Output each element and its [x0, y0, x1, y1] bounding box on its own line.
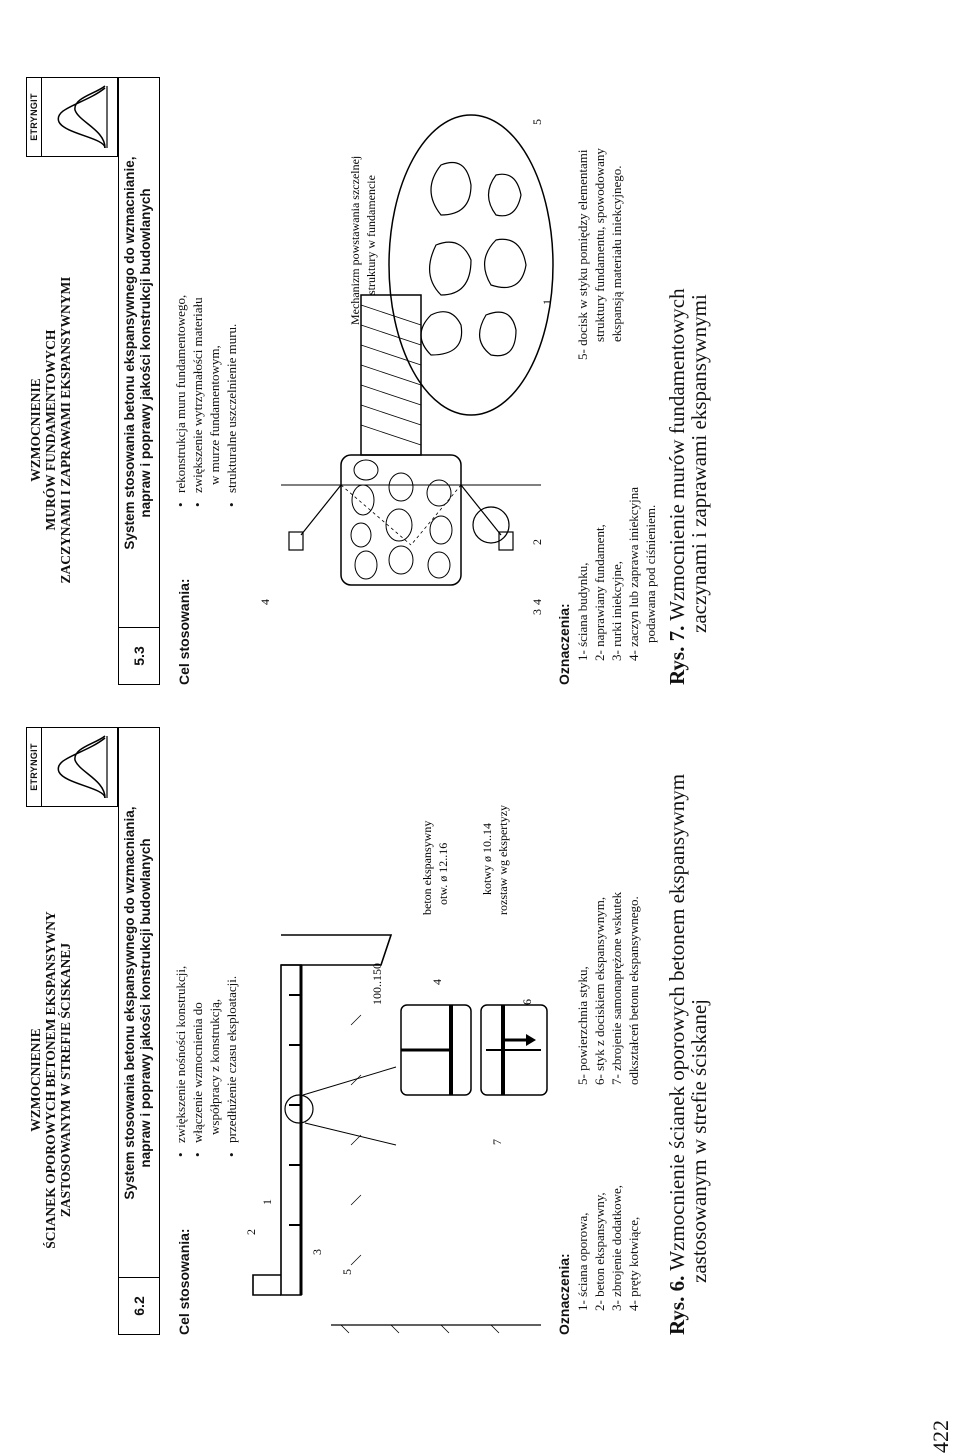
figure-caption-left	[666, 725, 710, 1335]
brand-label: ETRYNGIT	[28, 728, 42, 806]
caption-line: Wzmocnienie murów fundamentowych	[665, 288, 689, 621]
legend-item: podawana pod ciśnieniem.	[643, 504, 658, 643]
dim-label: 100..150	[370, 963, 384, 1005]
section-title-line: napraw i poprawy jakości konstrukcji budowlanych	[138, 188, 153, 518]
legend-item: 5- powierzchnia styku,	[575, 966, 590, 1085]
legend-label: Oznaczenia:	[556, 603, 572, 685]
caption-line: zastosowanym w strefie ściskanej	[687, 998, 711, 1283]
page-number: 422	[928, 1420, 953, 1453]
title-line: WZMOCNIENIE	[28, 1028, 43, 1132]
header-right	[26, 77, 118, 685]
legend-item: struktury fundamentu, spowodowany	[592, 148, 607, 342]
bullet-icon: •	[224, 502, 239, 507]
title-line: MURÓW FUNDAMENTOWYCH	[43, 329, 58, 531]
bullet-icon: •	[173, 502, 188, 507]
legend-col-1	[574, 487, 659, 661]
marker-6: 6	[520, 999, 534, 1005]
brand-label: ETRYNGIT	[28, 78, 42, 156]
legend-item: 1- ściana budynku,	[575, 562, 590, 661]
bullet-icon: •	[190, 1152, 205, 1157]
caption-prefix: Rys. 7.	[665, 625, 689, 685]
panel-rys-7	[26, 75, 726, 685]
legend-item: 5- docisk w styku pomiędzy elementami	[575, 149, 590, 360]
marker-2: 2	[244, 1229, 258, 1235]
brand-logo-icon	[45, 732, 115, 802]
retaining-wall-drawing	[241, 725, 556, 1335]
bullet-icon: •	[224, 1152, 239, 1157]
section-number: 5.3	[119, 627, 159, 684]
title-right	[28, 175, 73, 685]
title-line: ŚCIANEK OPOROWYCH BETONEM EKSPANSYWNY	[43, 911, 58, 1249]
otw-label: otw. ø 12..16	[436, 842, 450, 905]
purpose-item: • strukturalne uszczelnienie muru.	[224, 323, 239, 507]
figure-caption-right	[666, 75, 710, 685]
legend-item: odkształceń betonu ekspansywnego.	[626, 896, 641, 1085]
marker-7: 7	[490, 1139, 504, 1145]
legend-item: 3- zbrojenie dodatkowe,	[609, 1185, 624, 1311]
panel-rys-6	[26, 725, 726, 1335]
brand-box	[26, 727, 118, 807]
legend-item: 6- styk z dociskiem ekspansywnym,	[592, 896, 607, 1085]
title-line: WZMOCNIENIE	[28, 378, 43, 482]
section-title	[122, 732, 154, 1274]
purpose-item: • zwiększenie nośności konstrukcji,	[173, 965, 188, 1157]
purpose-item-continued: w murze fundamentowym,	[207, 345, 222, 485]
section-bar-right	[118, 77, 160, 685]
legend-item: 2- naprawiany fundament,	[592, 524, 607, 661]
marker-5: 5	[340, 1269, 354, 1275]
marker-2: 2	[530, 539, 544, 545]
marker-1: 1	[260, 1199, 274, 1205]
marker-1: 1	[540, 299, 554, 305]
legend-item: 4- pręty kotwiące,	[626, 1216, 641, 1311]
legend-item: 7- zbrojenie samonaprężone wskutek	[609, 891, 624, 1085]
kotwy-label: kotwy ø 10..14	[480, 823, 494, 895]
section-title-line: System stosowania betonu ekspansywnego do wzmacniania,	[122, 806, 137, 1200]
title-line: ZACZYNAMI I ZAPRAWAMI EKSPANSYWNYMI	[58, 276, 73, 584]
foundation-drawing	[241, 75, 556, 685]
title-left	[28, 825, 73, 1335]
marker-4b: 4	[530, 599, 544, 605]
marker-4a: 4	[258, 599, 272, 605]
legend-col-2	[574, 148, 625, 360]
legend-item: ekspansją materiału iniekcyjnego.	[609, 165, 624, 342]
purpose-list	[172, 295, 240, 507]
bullet-icon: •	[173, 1152, 188, 1157]
caption-line: Wzmocnienie ścianek oporowych betonem ekspansywnym	[665, 773, 689, 1271]
legend-item: 2- beton ekspansywny,	[592, 1192, 607, 1311]
legend-col-1	[574, 1185, 642, 1311]
purpose-item: • przedłużenie czasu eksploatacji.	[224, 975, 239, 1157]
mech-line-2: struktury w fundamencie	[364, 175, 378, 295]
purpose-item: • rekonstrukcja muru fundamentowego,	[173, 294, 188, 507]
purpose-label: Cel stosowania:	[176, 578, 192, 685]
beton-label: beton ekspansywny	[420, 820, 434, 915]
purpose-item: • włączenie wzmocnienia do	[190, 1002, 205, 1157]
bullet-icon: •	[190, 502, 205, 507]
purpose-item-continued: współpracy z konstrukcją,	[207, 998, 222, 1135]
section-bar-left	[118, 727, 160, 1335]
purpose-list	[172, 966, 240, 1157]
legend-item: 4- zaczyn lub zaprawa iniekcyjna	[626, 487, 641, 661]
rozstaw-label: rozstaw wg ekspertyzy	[496, 805, 510, 915]
purpose-label: Cel stosowania:	[176, 1228, 192, 1335]
section-title	[122, 82, 154, 624]
purpose-item: • zwiększenie wytrzymałości materiału	[190, 297, 205, 507]
marker-3: 3	[310, 1249, 324, 1255]
title-line: ZASTOSOWANYM W STREFIE ŚCISKANEJ	[58, 942, 73, 1218]
caption-prefix: Rys. 6.	[665, 1275, 689, 1335]
legend-col-2	[574, 892, 642, 1085]
marker-4: 4	[430, 979, 444, 985]
marker-3: 3	[530, 609, 544, 615]
section-title-line: napraw i poprawy jakości konstrukcji budowlanych	[138, 838, 153, 1168]
caption-line: zaczynami i zaprawami ekspansywnymi	[687, 294, 711, 633]
legend-item: 1- ściana oporowa,	[575, 1212, 590, 1311]
legend-item: 3- rurki iniekcyjne,	[609, 561, 624, 661]
brand-logo-icon	[45, 82, 115, 152]
section-number: 6.2	[119, 1277, 159, 1334]
section-title-line: System stosowania betonu ekspansywnego do wzmacnianie,	[122, 156, 137, 550]
legend-label: Oznaczenia:	[556, 1253, 572, 1335]
brand-box	[26, 77, 118, 157]
mech-line-1: Mechanizm powstawania szczelnej	[348, 155, 362, 325]
header-left	[26, 727, 118, 1335]
marker-5: 5	[530, 119, 544, 125]
